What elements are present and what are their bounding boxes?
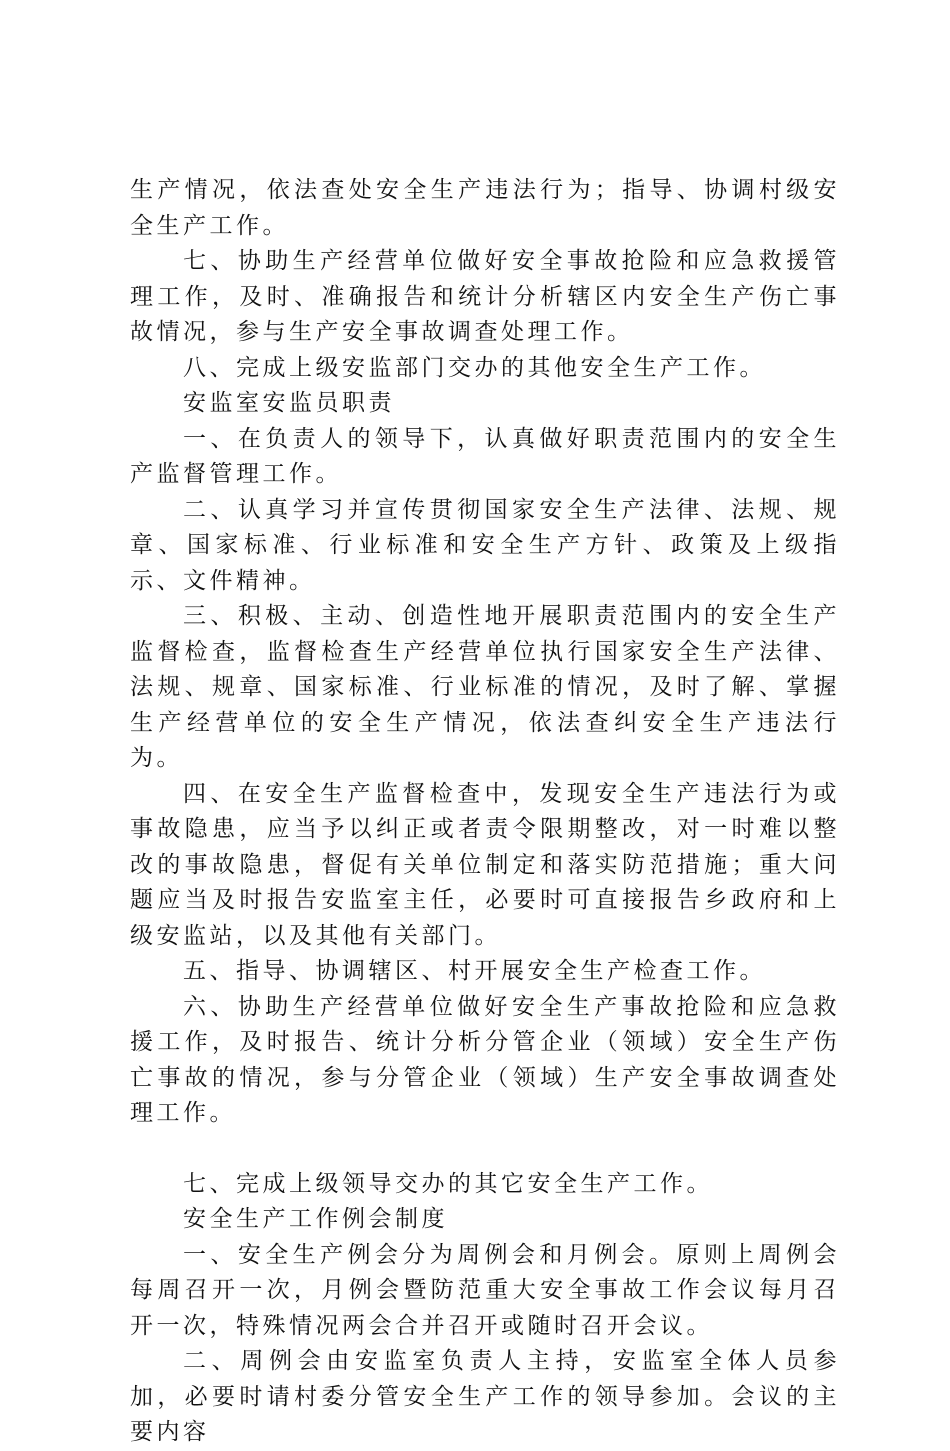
paragraph-duty-3: 三、积极、主动、创造性地开展职责范围内的安全生产监督检查，监督检查生产经营单位执行国家安全生产法律、法规、规章、国家标准、行业标准的情况，及时了解、掌握生产经营单位的安全生产情况，依法查纠安全生产违法行为。: [130, 603, 840, 771]
paragraph-gap: [130, 1132, 840, 1167]
paragraph-duty-5: 五、指导、协调辖区、村开展安全生产检查工作。: [183, 958, 766, 984]
section-heading-meeting-system: 安全生产工作例会制度: [183, 1206, 448, 1232]
paragraph-duty-2: 二、认真学习并宣传贯彻国家安全生产法律、法规、规章、国家标准、行业标准和安全生产方针、政策及上级指示、文件精神。: [130, 496, 840, 594]
document-body: [130, 173, 840, 1451]
paragraph-meeting-2: 二、周例会由安监室负责人主持，安监室全体人员参加，必要时请村委分管安全生产工作的领导参加。会议的主要内容: [130, 1348, 840, 1445]
paragraph-continuation: 生产情况，依法查处安全生产违法行为；指导、协调村级安全生产工作。: [130, 177, 840, 239]
paragraph-duty-6: 六、协助生产经营单位做好安全生产事故抢险和应急救援工作，及时报告、统计分析分管企业（领域）安全生产伤亡事故的情况，参与分管企业（领域）生产安全事故调查处理工作。: [130, 993, 840, 1126]
paragraph-duty-4: 四、在安全生产监督检查中，发现安全生产违法行为或事故隐患，应当予以纠正或者责令限期整改，对一时难以整改的事故隐患，督促有关单位制定和落实防范措施；重大问题应当及时报告安监室主任，必要时可直接报告乡政府和上级安监站，以及其他有关部门。: [130, 780, 840, 949]
paragraph-item-8-complete: 八、完成上级安监部门交办的其他安全生产工作。: [183, 354, 766, 381]
paragraph-item-7-assist: 七、协助生产经营单位做好安全事故抢险和应急救援管理工作，及时、准确报告和统计分析辖区内安全生产伤亡事故情况，参与生产安全事故调查处理工作。: [130, 248, 840, 345]
paragraph-duty-7: 七、完成上级领导交办的其它安全生产工作。: [183, 1170, 713, 1197]
paragraph-meeting-1: 一、安全生产例会分为周例会和月例会。原则上周例会每周召开一次，月例会暨防范重大安全事故工作会议每月召开一次，特殊情况两会合并召开或随时召开会议。: [130, 1241, 840, 1339]
paragraph-duty-1: 一、在负责人的领导下，认真做好职责范围内的安全生产监督管理工作。: [130, 425, 840, 487]
section-heading-duties: 安监室安监员职责: [183, 390, 395, 416]
